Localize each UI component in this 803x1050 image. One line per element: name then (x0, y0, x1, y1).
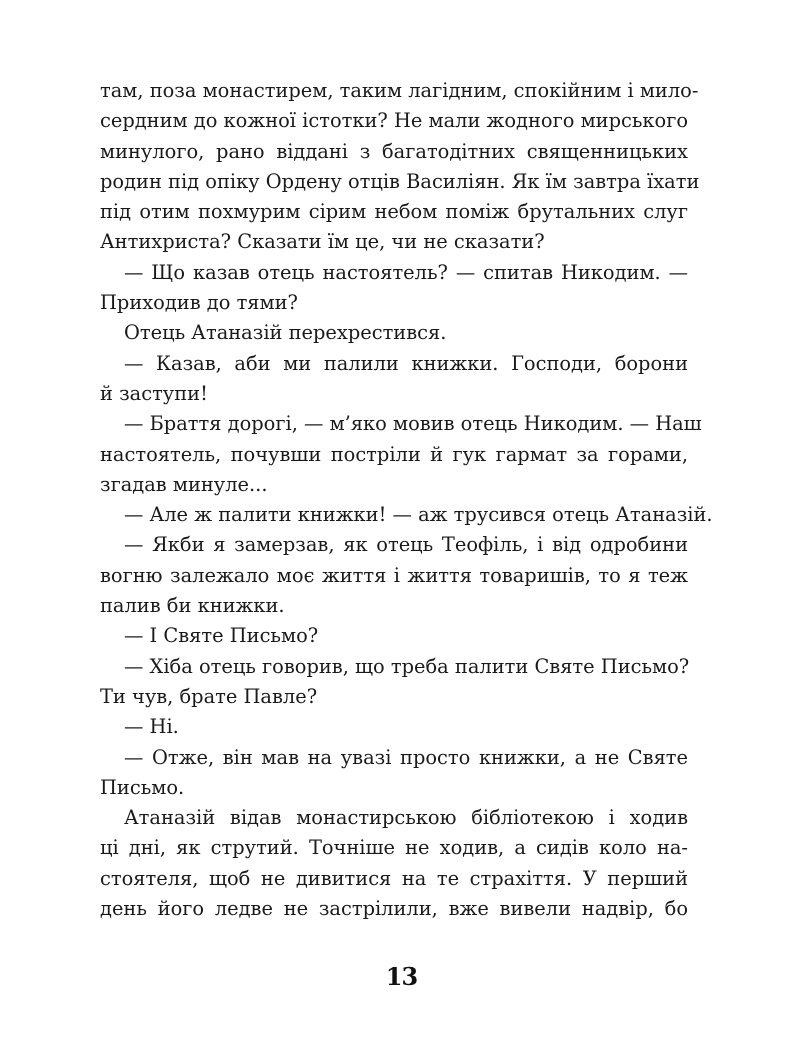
text-line: ці дні, як струтий. Точніше не ходив, а сидів коло на- (100, 836, 688, 860)
text-line: минулого, рано віддані з багатодітних священницьких (100, 139, 688, 163)
text-line: — Браття дорогі, — м’яко мовив отець Никодим. — Наш (124, 412, 702, 436)
text-line: сердним до кожної істотки? Не мали жодного мирського (100, 109, 689, 133)
text-line: родин під опіку Ордену отців Василіян. Як їм завтра їхати (100, 169, 700, 193)
text-line: Приходив до тями? (100, 291, 298, 315)
text-line: — Казав, аби ми палили книжки. Господи, борони (124, 351, 688, 375)
text-line: — Ні. (124, 715, 179, 739)
body-text (100, 76, 713, 924)
text-line: вогню залежало моє життя і життя товаришів, то я теж (100, 563, 688, 587)
text-line: під отим похмурим сірим небом поміж брутальних слуг (100, 200, 688, 224)
text-line: там, поза монастирем, таким лагідним, спокійним і мило- (100, 79, 699, 102)
text-line: Отець Атаназій перехрестився. (124, 321, 447, 345)
text-line: Атаназій відав монастирською бібліотекою і ходив (124, 806, 688, 830)
text-line: — Отже, він мав на увазі просто книжки, а не Святе (124, 745, 688, 769)
text-line: стоятеля, щоб не дивитися на те страхіття. У перший (100, 866, 688, 890)
text-line: — І Святе Письмо? (124, 624, 319, 648)
text-line: — Але ж палити книжки! — аж трусився отець Атаназій. (124, 503, 713, 527)
page-number: 13 (385, 962, 418, 991)
text-line: настоятель, почувши постріли й гук гармат за горами, (100, 442, 688, 466)
text-line: день його ледве не застрілили, вже вивели надвір, бо (100, 897, 688, 921)
text-line: згадав минуле... (100, 472, 268, 496)
text-line: — Якби я замерзав, як отець Теофіль, і від одробини (124, 533, 688, 557)
text-line: Ти чув, брате Павле? (100, 684, 318, 708)
text-line: палив би книжки. (100, 594, 285, 618)
text-line: — Що казав отець настоятель? — спитав Никодим. — (124, 260, 688, 284)
text-line: Антихриста? Сказати їм це, чи не сказати? (100, 230, 545, 254)
text-line: — Хіба отець говорив, що треба палити Святе Письмо? (124, 654, 690, 678)
text-line: Письмо. (100, 775, 185, 799)
text-line: й заступи! (100, 381, 208, 405)
